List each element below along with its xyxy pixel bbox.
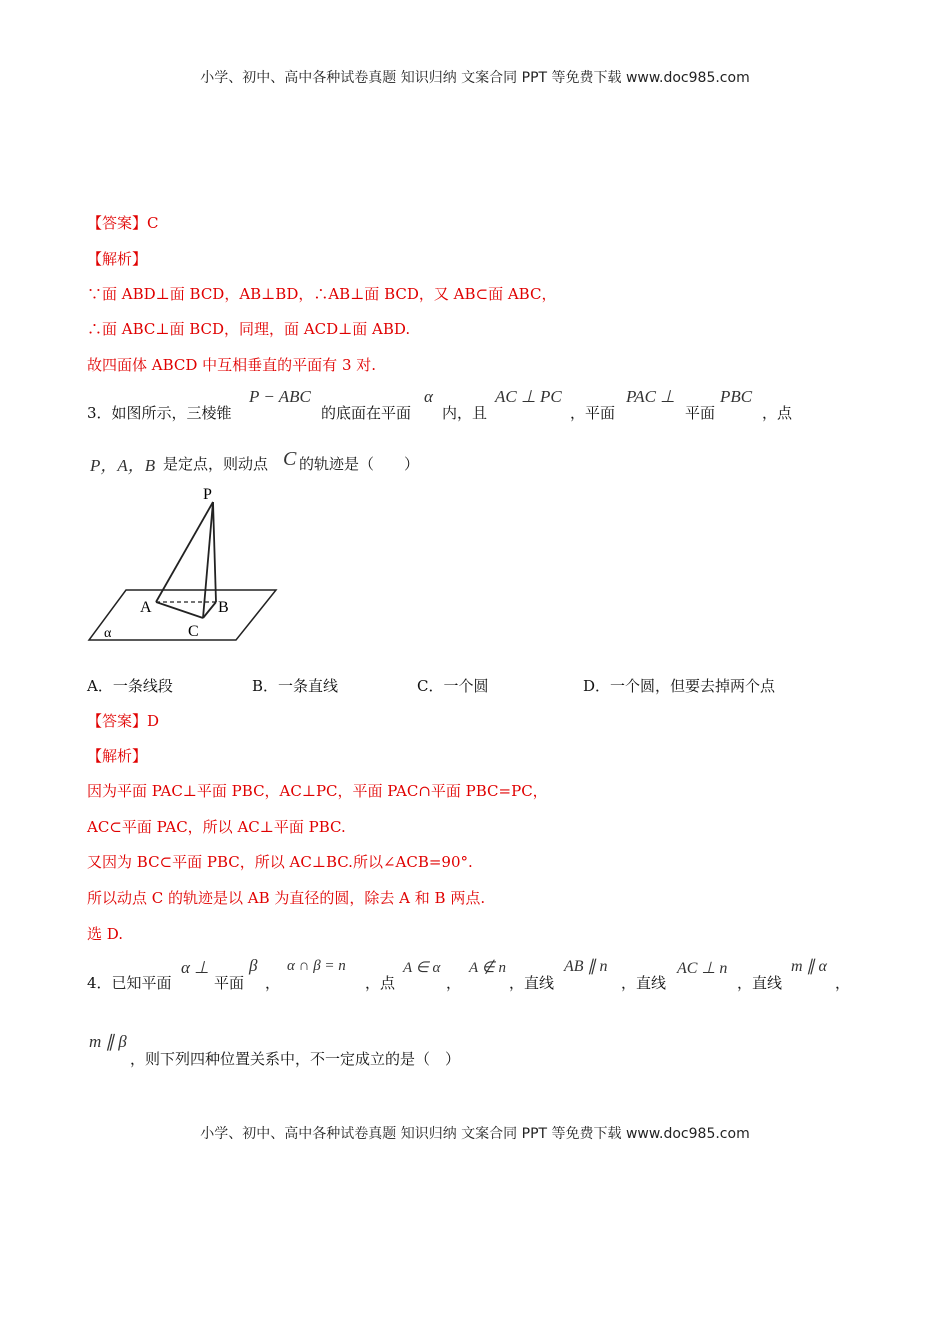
- q3-line: AC⊂平面 PAC，所以 AC⊥平面 PBC.: [87, 818, 346, 836]
- q4-math: A ∈ α: [403, 960, 441, 976]
- q4-text: ，: [265, 974, 281, 992]
- page-header: 小学、初中、高中各种试卷真题 知识归纳 文案合同 PPT 等免费下载 www.doc985.com: [200, 70, 750, 86]
- q3-line: 所以动点 C 的轨迹是以 AB 为直径的圆，除去 A 和 B 两点.: [87, 889, 486, 907]
- q3-text: 是定点，则动点: [163, 455, 269, 473]
- page-footer: 小学、初中、高中各种试卷真题 知识归纳 文案合同 PPT 等免费下载 www.doc985.com: [200, 1126, 750, 1142]
- q3-text: 的底面在平面: [321, 404, 412, 422]
- q4-text: ，直线: [737, 974, 783, 992]
- label-A: A: [140, 599, 152, 616]
- q4-math: m ∥ β: [89, 1032, 127, 1051]
- edge-PA: [156, 502, 213, 602]
- plane-alpha: [89, 590, 276, 640]
- option-c: C．一个圆: [417, 677, 489, 695]
- q4-text: 4．已知平面: [87, 974, 172, 992]
- q3-text: 的轨迹是（ ）: [299, 455, 420, 473]
- q4-math: A ∉ n: [469, 960, 506, 976]
- q4-math: AB ∥ n: [564, 958, 608, 975]
- label-P: P: [203, 486, 212, 503]
- q3-answer: 【答案】D: [87, 712, 160, 730]
- edge-PC: [203, 502, 213, 618]
- q3-line: 又因为 BC⊂平面 PBC，所以 AC⊥BC.所以∠ACB=90°.: [87, 853, 473, 871]
- q2-answer: 【答案】C: [87, 214, 159, 232]
- q4-text: ，则下列四种位置关系中，不一定成立的是（ ）: [130, 1050, 461, 1068]
- q4-text: ，: [446, 974, 462, 992]
- q3-text: ，点: [762, 404, 793, 422]
- label-alpha: α: [104, 626, 112, 641]
- q3-text: 内，且: [442, 404, 488, 422]
- option-a: A．一条线段: [87, 677, 173, 695]
- q4-math: AC ⊥ n: [677, 960, 728, 977]
- q4-text: ，直线: [509, 974, 555, 992]
- edge-PB: [213, 502, 216, 602]
- q4-math: m ∥ α: [791, 958, 827, 975]
- q3-text: ，平面: [570, 404, 616, 422]
- q4-text: 平面: [214, 974, 245, 992]
- label-C: C: [188, 623, 199, 640]
- option-d: D．一个圆，但要去掉两个点: [583, 677, 776, 695]
- q2-line: ∵面 ABD⊥面 BCD，AB⊥BD，∴AB⊥面 BCD，又 AB⊂面 ABC，: [87, 285, 557, 303]
- q3-math: P，A，B: [90, 456, 156, 475]
- q4-text: ，点: [365, 974, 396, 992]
- q3-text: 平面: [685, 404, 716, 422]
- q3-text: 3．如图所示，三棱锥: [87, 404, 232, 422]
- q4-text: ，: [835, 974, 851, 992]
- q3-math: P − ABC: [249, 387, 311, 406]
- q3-line: 选 D.: [87, 925, 124, 943]
- q3-math: PAC ⊥: [626, 387, 675, 406]
- q3-line: 因为平面 PAC⊥平面 PBC，AC⊥PC，平面 PAC∩平面 PBC=PC，: [87, 782, 548, 800]
- q2-analysis-label: 【解析】: [87, 250, 148, 268]
- q3-math: AC ⊥ PC: [495, 387, 562, 406]
- q3-math: α: [424, 387, 433, 406]
- q4-math: α ∩ β = n: [287, 958, 346, 974]
- q3-analysis-label: 【解析】: [87, 747, 148, 765]
- q4-math: β: [249, 956, 258, 975]
- q3-math: PBC: [720, 387, 753, 406]
- q4-math: α ⊥: [181, 958, 209, 977]
- label-B: B: [218, 599, 229, 616]
- q2-line: 故四面体 ABCD 中互相垂直的平面有 3 对.: [87, 356, 377, 374]
- option-b: B．一条直线: [252, 677, 339, 695]
- q4-text: ，直线: [621, 974, 667, 992]
- edge-AC: [156, 602, 203, 618]
- q2-line: ∴面 ABC⊥面 BCD，同理，面 ACD⊥面 ABD.: [87, 320, 411, 338]
- pyramid-figure: [86, 482, 286, 647]
- q3-math: C: [283, 448, 297, 470]
